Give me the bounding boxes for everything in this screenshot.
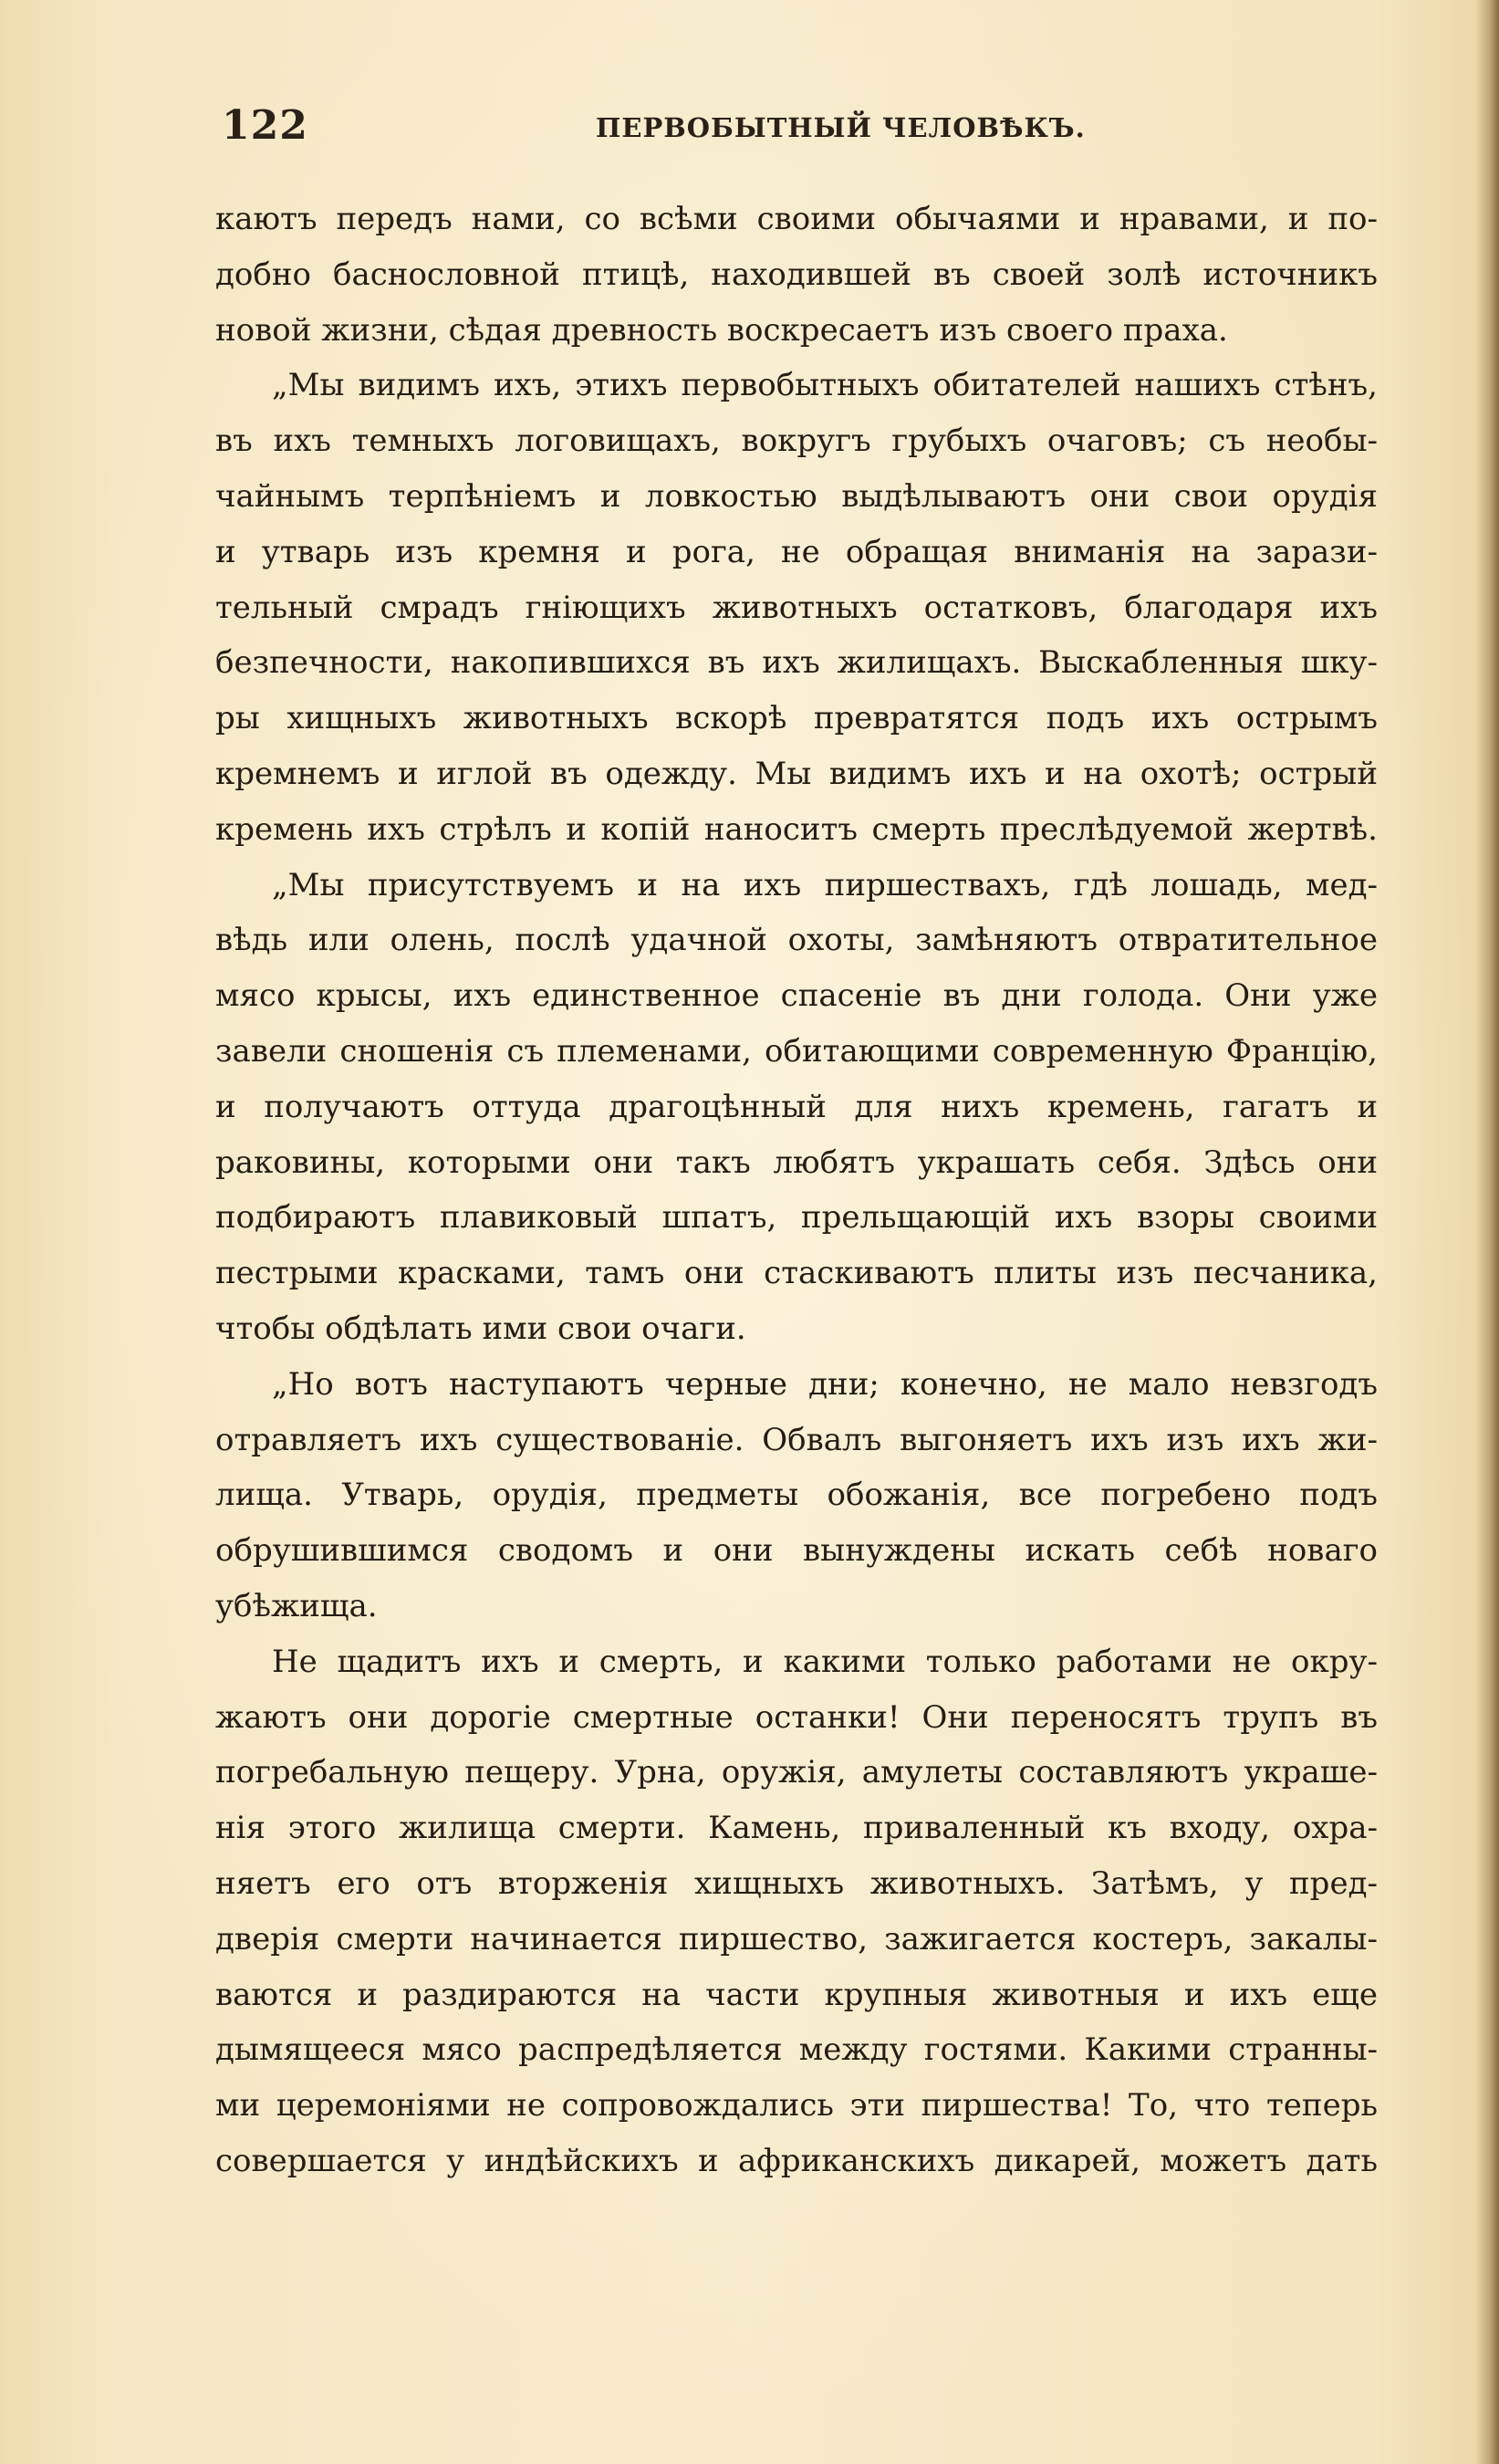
text-line: раковины, которыми они такъ любятъ украшать себя. Здѣсь они — [215, 1143, 1378, 1181]
text-line: вѣдь или олень, послѣ удачной охоты, замѣняютъ отвратительное — [215, 922, 1378, 959]
text-line: обрушившимся сводомъ и они вынуждены искать себѣ новаго — [215, 1532, 1378, 1570]
paragraph-start-line: „Но вотъ наступаютъ черные дни; конечно, не мало невзгодъ — [272, 1365, 1378, 1403]
text-line: добно баснословной птицѣ, находившей въ своей золѣ источникъ — [215, 256, 1378, 293]
body-text — [215, 192, 1378, 2189]
text-line: чайнымъ терпѣніемъ и ловкостью выдѣлываютъ они свои орудія — [215, 477, 1378, 515]
text-line: чтобы обдѣлать ими свои очаги. — [215, 1310, 746, 1347]
text-line: нія этого жилища смерти. Камень, приваленный къ входу, охра- — [215, 1810, 1378, 1847]
paragraph-start-line: „Мы присутствуемъ и на ихъ пиршествахъ, гдѣ лошадь, мед- — [272, 866, 1378, 903]
text-line: завели сношенія съ племенами, обитающими современную Францію, — [215, 1032, 1378, 1070]
text-line: совершается у индѣйскихъ и африканскихъ дикарей, можетъ дать — [215, 2142, 1378, 2179]
text-line: безпечности, накопившихся въ ихъ жилищахъ. Выскабленныя шку- — [215, 644, 1378, 682]
text-line: жаютъ они дорогіе смертные останки! Они переносятъ трупъ въ — [215, 1698, 1378, 1736]
running-head: ПЕРВОБЫТНЫЙ ЧЕЛОВѢКЪ. — [596, 112, 1086, 143]
text-line: дымящееся мясо распредѣляется между гостями. Какими странны- — [215, 2031, 1378, 2069]
text-line: убѣжища. — [215, 1587, 378, 1624]
text-line: кремень ихъ стрѣлъ и копій наноситъ смерть преслѣдуемой жертвѣ. — [215, 810, 1378, 848]
text-line: кремнемъ и иглой въ одежду. Мы видимъ ихъ и на охотѣ; острый — [215, 755, 1378, 792]
text-line: подбираютъ плавиковый шпатъ, прельщающій ихъ взоры своими — [215, 1199, 1378, 1237]
text-line: ваются и раздираются на части крупныя животныя и ихъ еще — [215, 1976, 1378, 2013]
text-line: пестрыми красками, тамъ они стаскиваютъ плиты изъ песчаника, — [215, 1255, 1378, 1292]
text-line: няетъ его отъ вторженія хищныхъ животныхъ. Затѣмъ, у пред- — [215, 1864, 1378, 1902]
text-line: ми церемоніями не сопровождались эти пиршества! То, что теперь — [215, 2087, 1378, 2125]
text-line: каютъ передъ нами, со всѣми своими обычаями и нравами, и по- — [215, 201, 1378, 237]
text-line: въ ихъ темныхъ логовищахъ, вокругъ грубыхъ очаговъ; съ необы- — [215, 423, 1378, 460]
text-line: погребальную пещеру. Урна, оружія, амулеты составляютъ украше- — [215, 1754, 1378, 1791]
page-edge-shadow — [1475, 0, 1499, 2464]
text-line: и получаютъ оттуда драгоцѣнный для нихъ кремень, гагатъ и — [215, 1088, 1378, 1125]
text-line: ры хищныхъ животныхъ вскорѣ превратятся подъ ихъ острымъ — [215, 700, 1378, 737]
text-line: новой жизни, сѣдая древность воскресаетъ изъ своего праха. — [215, 311, 1228, 349]
page-header — [222, 99, 1379, 153]
text-line: отравляетъ ихъ существованіе. Обвалъ выгоняетъ ихъ изъ ихъ жи- — [215, 1421, 1378, 1458]
text-line: тельный смрадъ гніющихъ животныхъ остатковъ, благодаря ихъ — [215, 589, 1378, 626]
page-number: 122 — [222, 102, 308, 149]
text-line: лища. Утварь, орудія, предметы обожанія, все погребено подъ — [215, 1477, 1378, 1514]
paragraph-start-line: Не щадитъ ихъ и смерть, и какими только работами не окру- — [272, 1643, 1378, 1680]
text-line: мясо крысы, ихъ единственное спасеніе въ дни голода. Они уже — [215, 977, 1378, 1015]
text-line: дверія смерти начинается пиршество, зажигается костеръ, закалы- — [215, 1920, 1378, 1958]
paragraph-start-line: „Мы видимъ ихъ, этихъ первобытныхъ обитателей нашихъ стѣнъ, — [272, 367, 1378, 404]
text-line: и утварь изъ кремня и рога, не обращая вниманія на зарази- — [215, 533, 1378, 570]
